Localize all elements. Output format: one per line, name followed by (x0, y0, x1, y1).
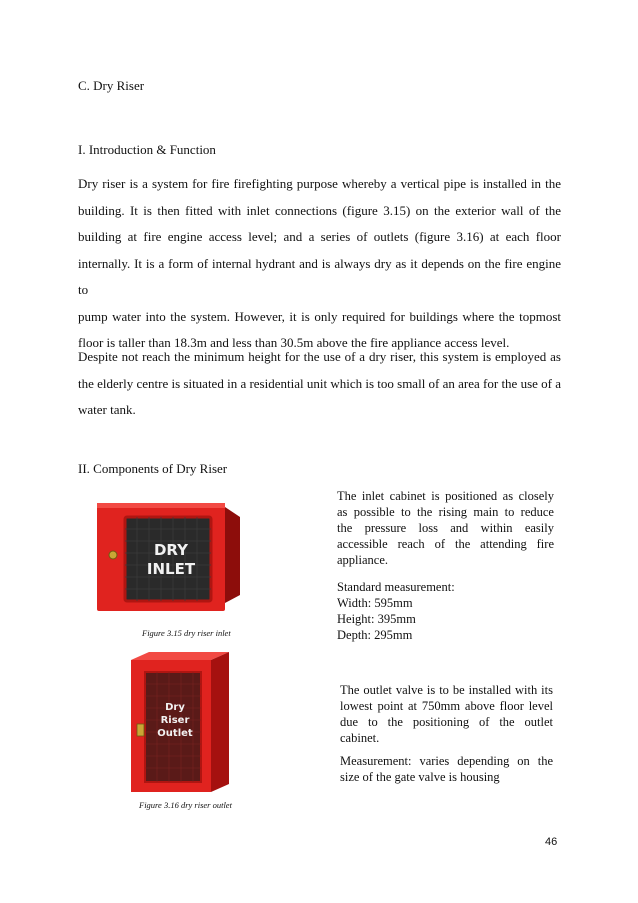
intro-line: floor is taller than 18.3m and less than 30.5m above the fire appliance access level. (78, 335, 510, 350)
measurement-depth: Depth: 295mm (337, 628, 413, 642)
inlet-description (337, 488, 554, 568)
intro-line: building at fire engine access level; and a series of outlets (figure 3.16) at each floor (78, 229, 561, 244)
inlet-label-line: DRY (153, 541, 189, 559)
outlet-description-line: cabinet. (340, 731, 380, 745)
note-paragraph (78, 344, 561, 424)
intro-line: Dry riser is a system for fire firefighting purpose whereby a vertical pipe is installed in the (78, 176, 561, 191)
outlet-label-line: Dry (165, 702, 185, 713)
page-number: 46 (545, 836, 558, 848)
outlet-label-line: Outlet (157, 728, 193, 739)
intro-line: internally. It is a form of internal hydrant and is always dry as it depends on the fire engine to (78, 255, 561, 297)
intro-line: building. It is then fitted with inlet connections (figure 3.15) on the exterior wall of the (78, 202, 561, 218)
measurement-label: Standard measurement: (337, 580, 455, 594)
inlet-description-line: appliance. (337, 553, 389, 567)
inlet-description-line: accessible reach of the attending fire (337, 537, 554, 551)
outlet-measurement-line: size of the gate valve is housing (340, 770, 500, 784)
dry-riser-outlet-image (125, 650, 235, 795)
measurement-width: Width: 595mm (337, 596, 413, 610)
note-line: water tank. (78, 402, 136, 417)
intro-paragraph (78, 171, 561, 357)
lock-icon (137, 724, 144, 736)
inlet-label-line: INLET (146, 560, 196, 578)
figure-caption-outlet: Figure 3.16 dry riser outlet (139, 800, 232, 810)
section-title: C. Dry Riser (78, 78, 145, 93)
outlet-description (340, 682, 553, 746)
intro-heading: I. Introduction & Function (78, 142, 216, 157)
inlet-description-line: as possible to the rising main to reduce (337, 505, 554, 519)
outlet-measurement (340, 753, 553, 785)
components-heading: II. Components of Dry Riser (78, 461, 228, 476)
inlet-measurements (337, 579, 554, 643)
figure-caption-inlet: Figure 3.15 dry riser inlet (142, 628, 231, 638)
dry-riser-inlet-image (95, 497, 245, 617)
inlet-description-line: The inlet cabinet is positioned as closely (337, 489, 554, 503)
outlet-description-line: due to the positioning of the outlet (340, 715, 553, 729)
outlet-measurement-line: Measurement: varies depending on the (340, 754, 553, 768)
measurement-height: Height: 395mm (337, 612, 416, 626)
outlet-label-line: Riser (160, 715, 190, 726)
note-line: Despite not reach the minimum height for the use of a dry riser, this system is employed as (78, 349, 561, 364)
outlet-description-line: lowest point at 750mm above floor level (340, 699, 553, 713)
inlet-description-line: the pressure loss and within easily (337, 521, 554, 535)
outlet-description-line: The outlet valve is to be installed with its (340, 683, 553, 697)
lock-icon (109, 551, 117, 559)
intro-line: pump water into the system. However, it is only required for buildings where the topmost (78, 308, 561, 324)
note-line: the elderly centre is situated in a residential unit which is too small of an area for the use of a (78, 375, 562, 391)
